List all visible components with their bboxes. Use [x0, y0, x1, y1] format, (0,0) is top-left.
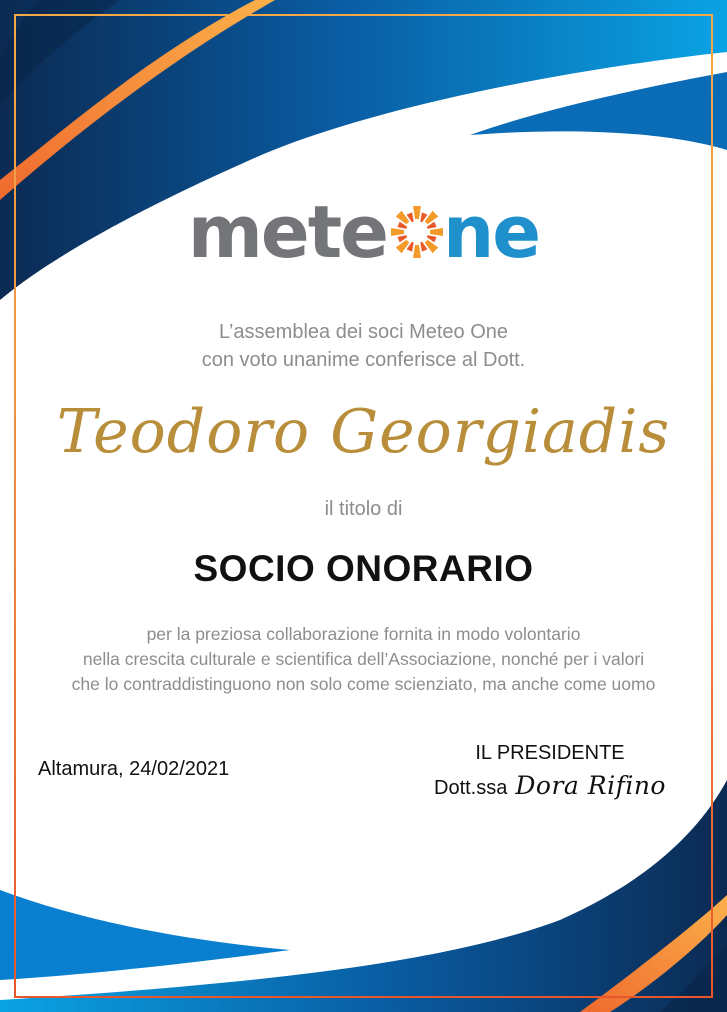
president-label: IL PRESIDENTE: [475, 742, 625, 764]
president-block: [420, 742, 680, 800]
title-intro: il titolo di: [324, 498, 403, 520]
reason-line-2: nella crescita culturale e scientifica dell’Associazione, nonché per i valori: [82, 649, 645, 669]
place-and-date: Altamura, 24/02/2021: [38, 758, 230, 780]
president-prefix: Dott.ssa: [434, 777, 508, 799]
intro-text: [0, 318, 727, 374]
logo-text-mete: mete: [187, 190, 387, 274]
bottom-left-wave: [0, 890, 290, 980]
president-signature-line: [420, 771, 680, 800]
honoree-name: Teodoro Georgiadis: [56, 397, 671, 467]
reason-line-1: per la preziosa collaborazione fornita in modo volontario: [146, 624, 581, 644]
meteone-logo: [0, 190, 727, 274]
intro-line-1: L’assemblea dei soci Meteo One: [218, 321, 509, 343]
honorary-title: SOCIO ONORARIO: [193, 548, 534, 589]
intro-line-2: con voto unanime conferisce al Dott.: [201, 349, 526, 371]
president-signature: Dora Rifino: [515, 771, 666, 800]
logo-text-ne: ne: [443, 190, 540, 274]
reason-line-3: che lo contraddistinguono non solo come scienziato, ma anche come uomo: [71, 674, 656, 694]
reason-text: [0, 622, 727, 697]
bottom-wave: [0, 780, 727, 1012]
sun-burst-icon: [389, 204, 445, 260]
